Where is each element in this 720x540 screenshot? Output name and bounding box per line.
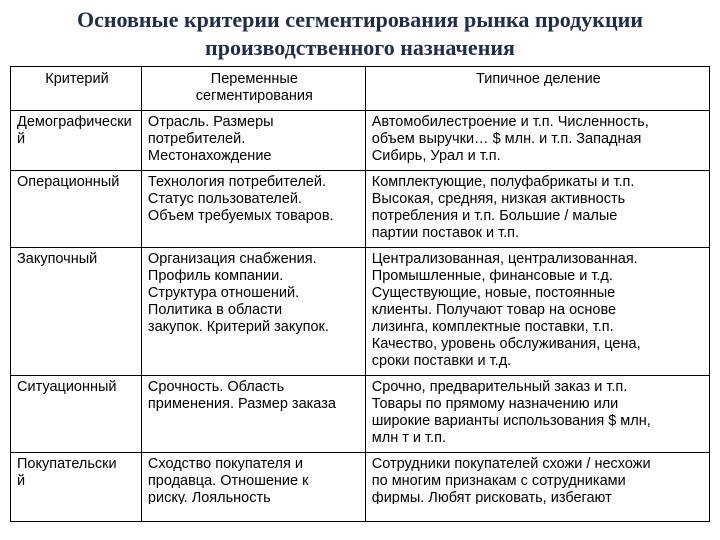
- variables-cell: Срочность. Область применения. Размер заказа: [141, 376, 365, 453]
- table-row: [11, 376, 710, 453]
- table-row: [11, 453, 710, 522]
- table-row: [11, 111, 710, 171]
- division-cell: Срочно, предварительный заказ и т.п. Товары по прямому назначению или широкие варианты использования $ млн, млн т и т.п.: [365, 376, 709, 453]
- segmentation-criteria-table: [10, 66, 710, 522]
- header-variables: Переменные сегментирования: [141, 67, 365, 111]
- criterion-cell: Покупательски й: [17, 456, 117, 489]
- criterion-cell: Ситуационный: [11, 376, 142, 453]
- slide-title-line-1: Основные критерии сегментирования рынка продукции: [76, 7, 644, 32]
- criterion-cell: Демографически й: [11, 111, 142, 171]
- criterion-cell: Закупочный: [11, 248, 142, 376]
- header-criterion: Критерий: [11, 67, 142, 111]
- variables-cell: Организация снабжения. Профиль компании. Структура отношений. Политика в области закупок. Критерий закупок.: [141, 248, 365, 376]
- table-row: [11, 248, 710, 376]
- variables-cell: Технология потребителей. Статус пользователей. Объем требуемых товаров.: [141, 171, 365, 248]
- table-row: [11, 171, 710, 248]
- header-typical-division: Типичное деление: [365, 67, 709, 111]
- division-cell: Комплектующие, полуфабрикаты и т.п. Высокая, средняя, низкая активность потребления и т.п. Большие / малые партии поставок и т.п.: [365, 171, 709, 248]
- slide-title-line-2: производственного назначения: [205, 35, 515, 60]
- division-cell: Сотрудники покупателей схожи / несхожи по многим признакам с сотрудниками фирмы. Любят рисковать, избегают: [371, 456, 651, 504]
- slide-title: [0, 6, 720, 62]
- division-cell: Централизованная, централизованная. Промышленные, финансовые и т.д. Существующие, новые, постоянные клиенты. Получают товар на основе лизинга, комплектные поставки, т.п. Качество, уровень обслуживания, цена, сроки поставки и т.д.: [365, 248, 709, 376]
- variables-cell: Сходство покупателя и продавца. Отношение к риску. Лояльность: [147, 456, 309, 504]
- table-header-row: [11, 67, 710, 111]
- division-cell: Автомобилестроение и т.п. Численность, объем выручки… $ млн. и т.п. Западная Сибирь, Урал и т.п.: [365, 111, 709, 171]
- variables-cell: Отрасль. Размеры потребителей. Местонахождение: [141, 111, 365, 171]
- criterion-cell: Операционный: [11, 171, 142, 248]
